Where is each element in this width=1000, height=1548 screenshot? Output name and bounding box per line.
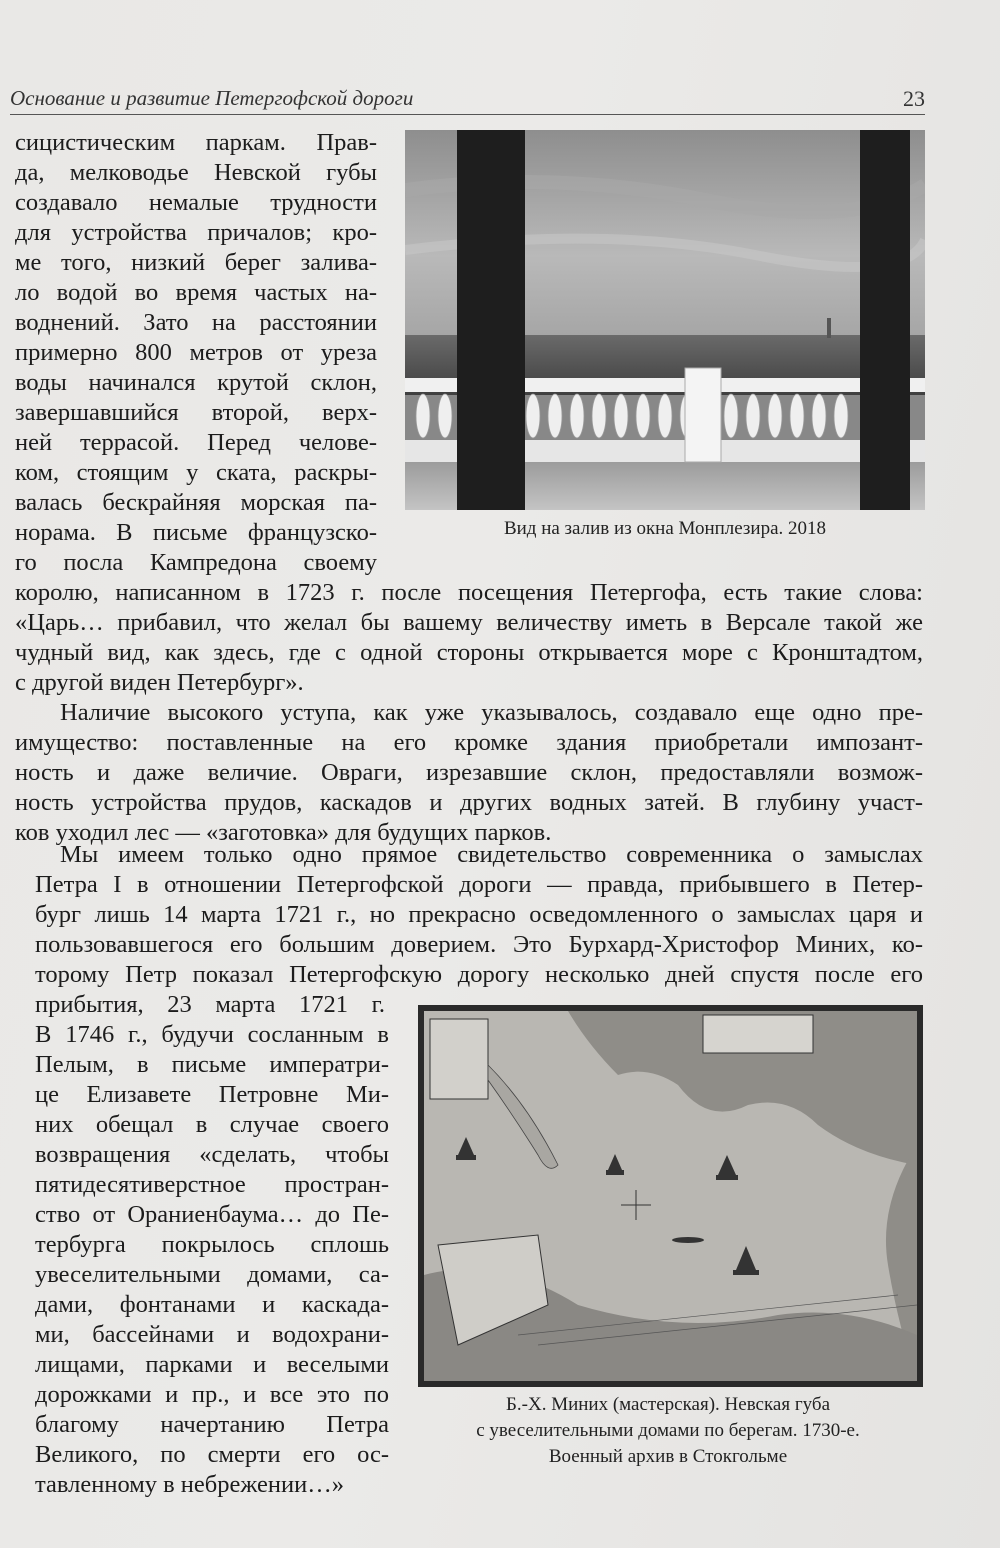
text-line: торому Петр показал Петергофскую дорогу несколько дней спустя после его [35, 961, 923, 988]
text-line: ков уходил лес — «заготовка» для будущих парков. [15, 819, 552, 846]
text-line: го посла Кампредона своему [15, 549, 377, 576]
page-number: 23 [903, 86, 925, 111]
running-header [10, 84, 925, 115]
text-line: воды начинался крутой склон, [15, 369, 377, 396]
text-line: В 1746 г., будучи сосланным в [35, 1021, 389, 1048]
neva-bay-map-image [418, 1005, 923, 1387]
text-line: Наличие высокого уступа, как уже указывалось, создавало еще одно пре- [60, 699, 923, 726]
running-header-title: Основание и развитие Петергофской дороги [10, 86, 414, 110]
photo-gulf-view [405, 130, 925, 510]
text-line: бург лишь 14 марта 1721 г., но прекрасно осведомленного о замыслах царя и [35, 901, 923, 928]
text-line: пятидесятиверстное простран- [35, 1171, 389, 1198]
caption-line: Б.-Х. Миних (мастерская). Невская губа [505, 1394, 830, 1415]
text-line: увеселительными домами, са- [35, 1261, 389, 1288]
text-line: дорожками и пр., и все это по [35, 1381, 389, 1408]
text-line: Великого, по смерти его ос- [35, 1441, 389, 1468]
text-line: «Царь… прибавил, что желал бы вашему величеству иметь в Версале такой же [15, 609, 923, 636]
text-line: да, мелководье Невской губы [15, 159, 377, 186]
text-line: валась бескрайняя морская па- [15, 489, 377, 516]
text-line: ность и даже величие. Овраги, изрезавшие склон, предоставляли возмож- [15, 759, 923, 786]
text-line: ство от Ораниенбаума… до Пе- [35, 1201, 389, 1228]
text-line: них обещал в случае своего [35, 1111, 389, 1138]
text-line: ми, бассейнами и водохрани- [35, 1321, 389, 1348]
text-line: ней террасой. Перед челове- [15, 429, 377, 456]
caption-line: Военный архив в Стокгольме [548, 1446, 788, 1467]
text-line: Мы имеем только одно прямое свидетельство современника о замыслах [60, 841, 923, 868]
text-line: норама. В письме французско- [15, 519, 377, 546]
text-line: ло водой во время частых на- [15, 279, 377, 306]
caption-line: с увеселительными домами по берегам. 1730-е. [476, 1420, 860, 1441]
text-line: чудный вид, как здесь, где с одной стороны открывается море с Кронштадтом, [15, 639, 923, 666]
text-line: для устройства причалов; кро- [15, 219, 377, 246]
photo-neva-bay-map [418, 1005, 923, 1387]
text-line: королю, написанном в 1723 г. после посещения Петергофа, есть такие слова: [15, 579, 923, 606]
text-line: воднений. Зато на расстоянии [15, 309, 377, 336]
text-line: благому начертанию Петра [35, 1411, 389, 1438]
text-line: с другой виден Петербург». [15, 669, 304, 696]
text-line: примерно 800 метров от уреза [15, 339, 377, 366]
text-line: тавленному в небрежении…» [35, 1471, 344, 1498]
photo-neva-bay-map-caption [412, 1392, 924, 1470]
text-line: Петра I в отношении Петергофской дороги — правда, прибывшего в Петер- [35, 871, 923, 898]
text-line: создавало немалые трудности [15, 189, 377, 216]
text-line: прибытия, 23 марта 1721 г. [35, 991, 385, 1018]
text-line: завершавшийся второй, верх- [15, 399, 377, 426]
text-line: це Елизавете Петровне Ми- [35, 1081, 389, 1108]
text-line: пользовавшегося его большим доверием. Это Бурхард-Христофор Миних, ко- [35, 931, 923, 958]
text-line: ме того, низкий берег залива- [15, 249, 377, 276]
photo-gulf-view-caption: Вид на залив из окна Монплезира. 2018 [503, 518, 827, 539]
text-line: имущество: поставленные на его кромке здания приобретали импозант- [15, 729, 923, 756]
text-line: тербурга покрылось сплошь [35, 1231, 389, 1258]
text-line: ком, стоящим у ската, раскры- [15, 459, 377, 486]
text-line: лищами, парками и веселыми [35, 1351, 389, 1378]
text-line: Пелым, в письме императри- [35, 1051, 389, 1078]
text-line: возвращения «сделать, чтобы [35, 1141, 389, 1168]
photo-gulf-view-image [405, 130, 925, 510]
text-line: ность устройства прудов, каскадов и других водных затей. В глубину участ- [15, 789, 923, 816]
text-line: сицистическим паркам. Прав- [15, 129, 377, 156]
text-line: дами, фонтанами и каскада- [35, 1291, 389, 1318]
